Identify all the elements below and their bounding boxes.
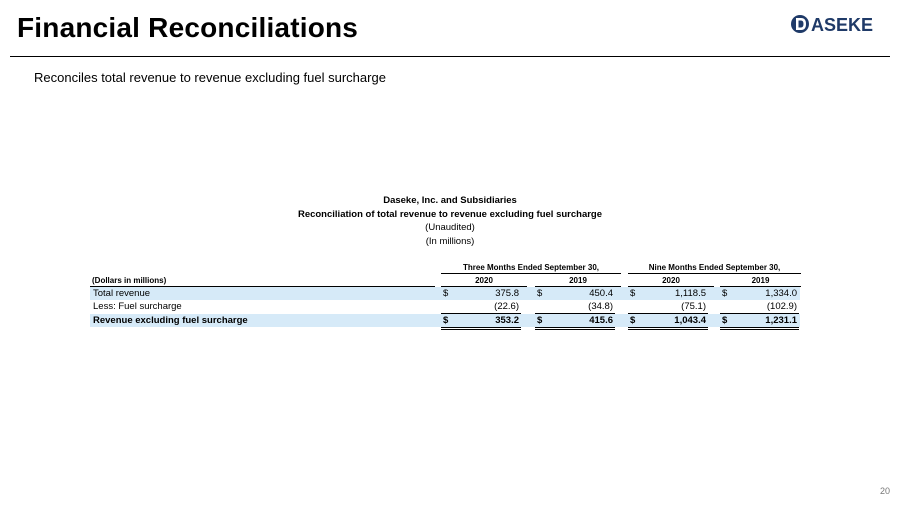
cell xyxy=(535,301,615,314)
group-header-three-months: Three Months Ended September 30, xyxy=(441,263,621,274)
group-header-nine-months: Nine Months Ended September 30, xyxy=(628,263,801,274)
table-heading-title: Reconciliation of total revenue to revenue excluding fuel surcharge xyxy=(297,209,603,220)
cell xyxy=(720,315,799,330)
cell xyxy=(628,315,708,330)
row-label: Revenue excluding fuel surcharge xyxy=(93,315,248,326)
value: 1,118.5 xyxy=(675,288,706,299)
value: (102.9) xyxy=(766,301,797,312)
currency-symbol: $ xyxy=(630,315,636,326)
page-subtitle: Reconciles total revenue to revenue excluding fuel surcharge xyxy=(34,70,386,85)
currency-symbol: $ xyxy=(722,315,728,326)
currency-symbol: $ xyxy=(630,288,636,299)
table-heading-units: (In millions) xyxy=(425,236,475,247)
value: 1,231.1 xyxy=(765,315,797,326)
table-heading-unaudited: (Unaudited) xyxy=(425,222,475,233)
value: 1,043.4 xyxy=(674,315,706,326)
title-divider xyxy=(10,56,890,57)
value: 375.8 xyxy=(495,288,519,299)
column-header-2019-three-months: 2019 xyxy=(535,276,621,287)
table-row-total xyxy=(90,314,800,327)
row-label: Total revenue xyxy=(93,288,151,299)
currency-symbol: $ xyxy=(537,288,543,299)
svg-text:ASEKE: ASEKE xyxy=(811,15,874,35)
column-header-2019-nine-months: 2019 xyxy=(720,276,801,287)
value: 415.6 xyxy=(589,315,613,326)
cell xyxy=(628,301,708,314)
value: 1,334.0 xyxy=(765,288,797,299)
cell xyxy=(535,288,615,300)
table-heading-company: Daseke, Inc. and Subsidiaries xyxy=(383,195,517,206)
cell xyxy=(628,288,708,300)
currency-symbol: $ xyxy=(537,315,543,326)
value: (22.6) xyxy=(494,301,519,312)
daseke-logo xyxy=(790,12,894,36)
column-header-2020-three-months: 2020 xyxy=(441,276,527,287)
column-header-2020-nine-months: 2020 xyxy=(628,276,714,287)
cell xyxy=(441,315,521,330)
value: (34.8) xyxy=(588,301,613,312)
currency-symbol: $ xyxy=(443,288,449,299)
page-number: 20 xyxy=(879,486,890,496)
row-header-label: (Dollars in millions) xyxy=(92,276,167,285)
table-row xyxy=(90,300,800,313)
table-row xyxy=(90,287,800,300)
cell xyxy=(441,288,521,300)
currency-symbol: $ xyxy=(722,288,728,299)
cell xyxy=(535,315,615,330)
value: 353.2 xyxy=(495,315,519,326)
page-title: Financial Reconciliations xyxy=(17,12,359,43)
cell xyxy=(720,288,799,300)
cell xyxy=(441,301,521,314)
value: 450.4 xyxy=(589,288,613,299)
value: (75.1) xyxy=(681,301,706,312)
cell xyxy=(720,301,799,314)
row-label: Less: Fuel surcharge xyxy=(93,301,182,312)
currency-symbol: $ xyxy=(443,315,449,326)
